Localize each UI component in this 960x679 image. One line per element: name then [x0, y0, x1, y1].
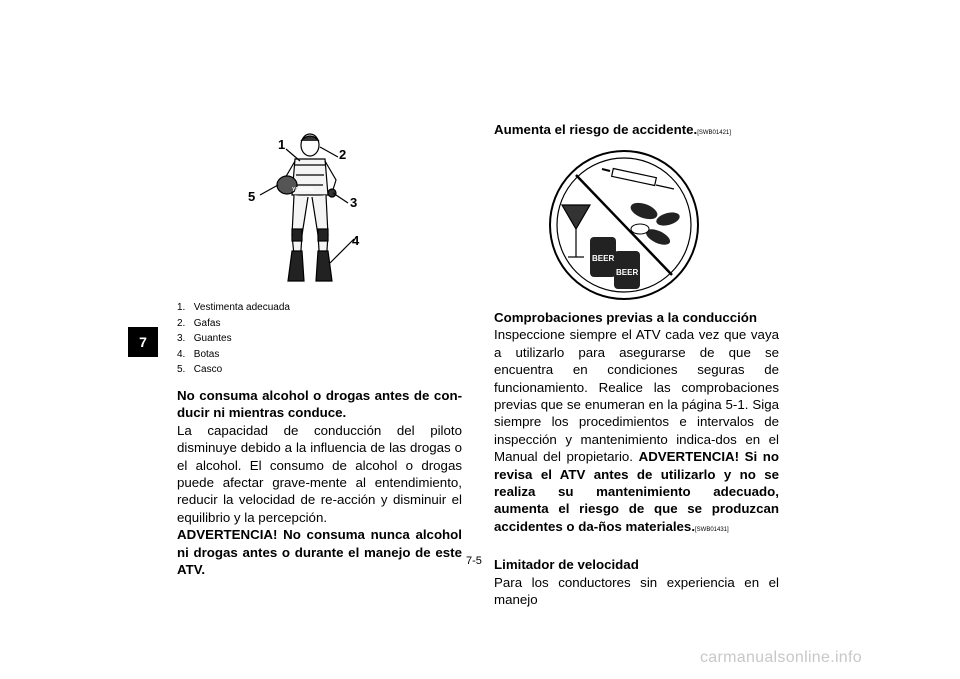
alcohol-drugs-body: La capacidad de conducción del piloto disminuye debido a la influencia de las drogas o el alcohol. El consumo de alcohol o drogas puede afectar grave-mente al entendimiento, reducir la velocidad de re-acción y disminuir el equilibrio y la percepción.	[177, 422, 462, 525]
callout-2: 2	[339, 147, 347, 162]
callout-4: 4	[352, 233, 360, 248]
callout-5: 5	[248, 189, 256, 204]
caption-item: 2. Gafas	[177, 317, 221, 329]
pre-ride-check-body: Inspeccione siempre el ATV cada vez que vaya a utilizarlo para asegurarse de que se encuentra en condiciones seguras de funcionamiento. Realice las comprobaciones previas que se enumeran en la página 5-1. Siga siempre los procedimientos e intervalos de inspección y mantenimiento indica-dos en el Manual del propietario. ADVERTENCIA! Si no revisa el ATV antes de utilizarlo y no se realiza su mantenimiento adecuado, aumenta el riesgo de que se produzcan accidentes o da-ños materiales.[SWB01431]	[494, 327, 779, 534]
page-number: 7-5	[466, 555, 482, 567]
rider-gear-illustration	[240, 125, 370, 285]
chapter-tab: 7	[128, 327, 158, 357]
right-column	[494, 309, 779, 609]
no-alcohol-drugs-icon	[540, 145, 708, 305]
alcohol-drugs-heading: No consuma alcohol o drogas antes de con-ducir ni mientras conduce.	[177, 388, 462, 421]
callout-1: 1	[278, 137, 286, 152]
figure-caption-list	[177, 300, 290, 378]
caption-item: 4. Botas	[177, 348, 220, 360]
watermark: carmanualsonline.info	[700, 649, 862, 666]
beer-can-label-1: BEER	[592, 254, 615, 263]
alcohol-drugs-warning: ADVERTENCIA! No consuma nunca alcohol ni drogas antes o durante el manejo de este ATV.	[177, 527, 462, 578]
helmet-text: YAMAHA	[292, 187, 314, 193]
caption-item: 1. Vestimenta adecuada	[177, 302, 290, 313]
accident-risk-title: Aumenta el riesgo de accidente.[SWB01421]	[494, 122, 731, 137]
left-column	[177, 387, 462, 578]
caption-item: 3. Guantes	[177, 333, 232, 344]
callout-3: 3	[350, 195, 358, 210]
speed-limiter-heading: Limitador de velocidad	[494, 557, 639, 573]
caption-item: 5. Casco	[177, 364, 223, 375]
beer-can-label-2: BEER	[616, 268, 639, 277]
pre-ride-check-heading: Comprobaciones previas a la conducción	[494, 310, 758, 325]
speed-limiter-body: Para los conductores sin experiencia en el manejo	[494, 574, 779, 608]
